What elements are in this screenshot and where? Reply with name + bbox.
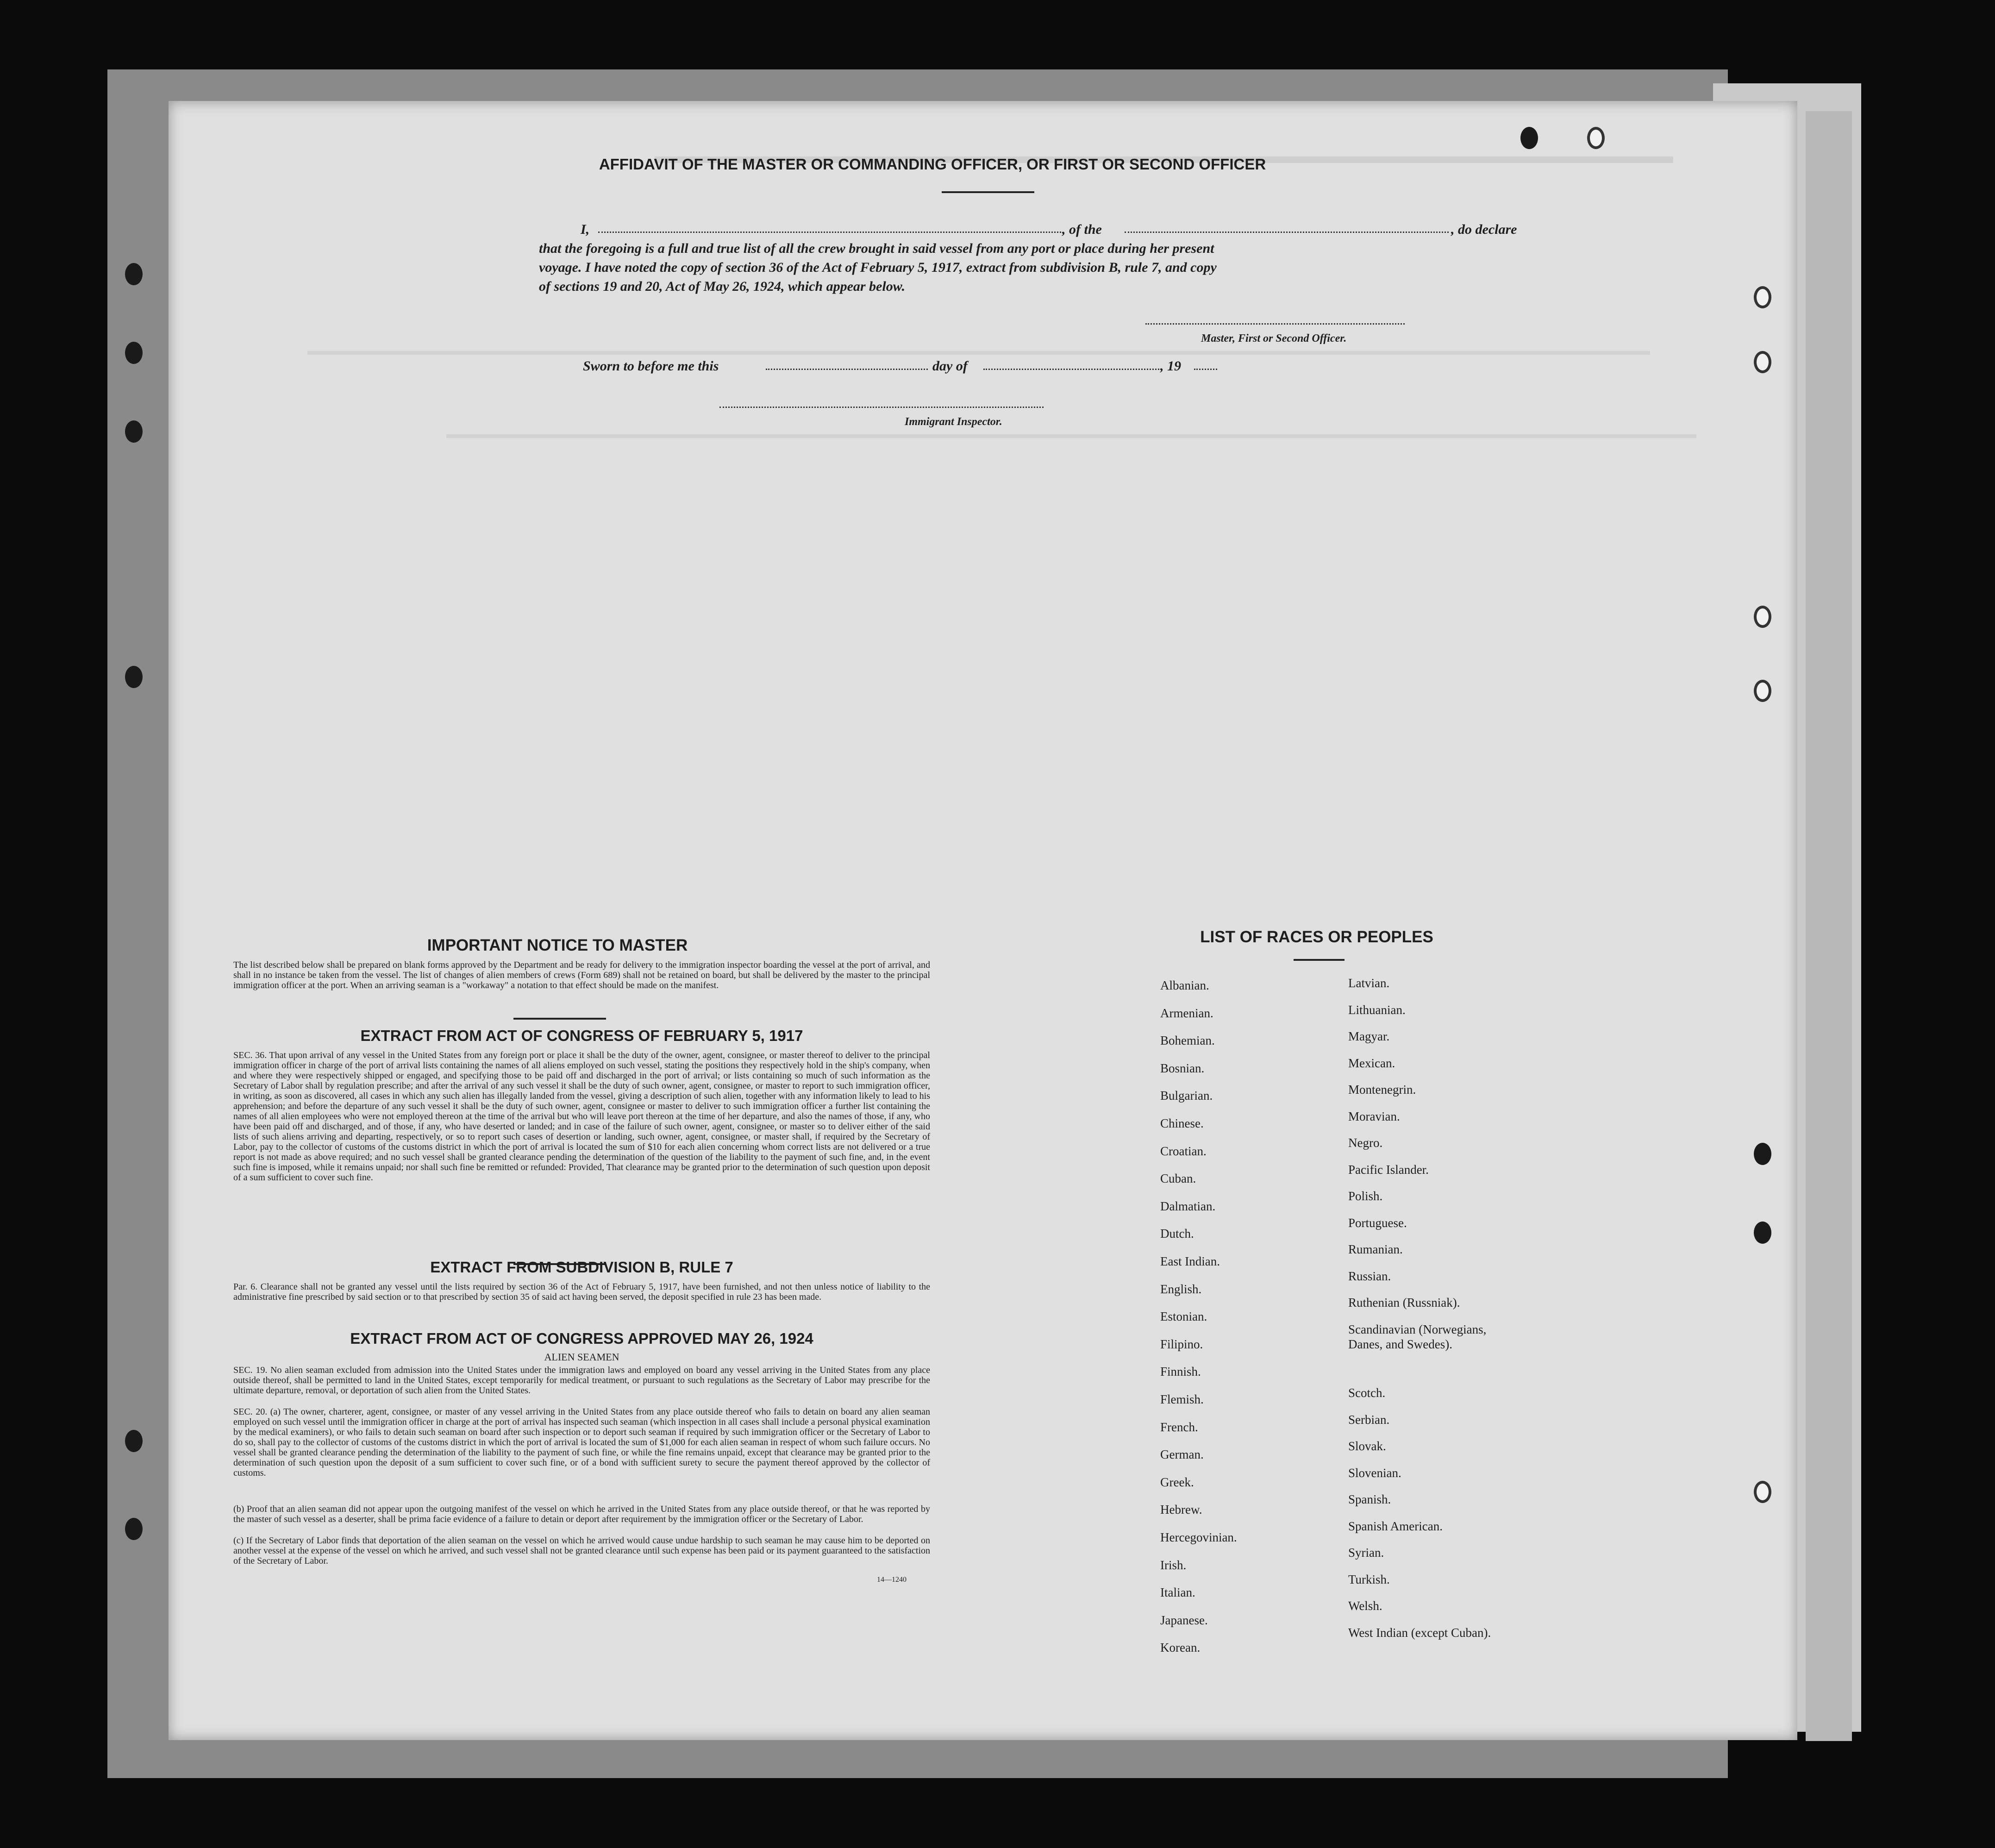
punch-hole — [1754, 606, 1771, 628]
race-item: Serbian. — [1348, 1413, 1390, 1427]
affidavit-title: AFFIDAVIT OF THE MASTER OR COMMANDING OFFICER, OR FIRST OR SECOND OFFICER — [599, 156, 1266, 173]
race-item: East Indian. — [1160, 1254, 1220, 1268]
race-item: Slovenian. — [1348, 1466, 1401, 1480]
year-line — [1194, 369, 1217, 370]
race-item: Korean. — [1160, 1641, 1201, 1654]
punch-hole — [1754, 351, 1771, 373]
race-item: Rumanian. — [1348, 1242, 1403, 1256]
race-item: Armenian. — [1160, 1006, 1213, 1020]
races-title: LIST OF RACES OR PEOPLES — [1200, 928, 1433, 946]
sec20c-text: (c) If the Secretary of Labor finds that deportation of the alien seaman on the vessel on which he arrived would cause undue hardship to such seaman he may cause him to be deported on another vessel at the expense of the vessel on which he arrived, and such vessel shall not be granted clearance until such expense has been paid or its payment guaranteed to the satisfaction of the Secretary of Labor. — [233, 1535, 930, 1566]
race-item: Latvian. — [1348, 976, 1390, 990]
affidavit-line2: that the foregoing is a full and true list of all the crew brought in said vessel from any port or place during her present — [539, 241, 1214, 256]
race-item: Slovak. — [1348, 1439, 1386, 1453]
race-item: Dutch. — [1160, 1227, 1194, 1240]
bleed-through-text — [446, 434, 1696, 438]
punch-hole — [1754, 680, 1771, 702]
race-item: Spanish. — [1348, 1492, 1391, 1506]
affidavit-line3: voyage. I have noted the copy of section 36 of the Act of February 5, 1917, extract from subdivision B, rule 7, and copy — [539, 260, 1217, 275]
race-item: French. — [1160, 1420, 1198, 1434]
race-item: Bulgarian. — [1160, 1089, 1213, 1103]
vessel-line — [1125, 232, 1449, 233]
race-item: Italian. — [1160, 1585, 1195, 1599]
punch-hole — [1754, 1143, 1771, 1165]
race-item: Bosnian. — [1160, 1061, 1205, 1075]
master-signature-line — [1145, 323, 1405, 325]
document-page — [169, 101, 1797, 1740]
extract-1917-body: SEC. 36. That upon arrival of any vessel in the United States from any foreign port or place it shall be the duty of the owner, agent, consignee, or master thereof to deliver to the principal immigration officer in charge of the port of arrival lists containing the names of all aliens employed on such vessel, stating the positions they respectively hold in the ship's company, when and where they were respectively shipped or engaged, and specifying those to be paid off and discharged in the port of arrival; or lists containing so much of such information as the Secretary of Labor shall by regulation prescribe; and after the arrival of any such vessel it shall be the duty of such owner, agent, consignee, or master to report to such immigration officer, in writing, as soon as discovered, all cases in which any such alien has illegally landed from the vessel, giving a description of such alien, together with any information likely to lead to his apprehension; and before the departure of any such vessel it shall be the duty of such owner, agent, consignee or master to deliver to such immigration officer a further list containing the names of all alien employees who were not employed thereon at the time of the arrival but who will leave port thereon at the time of her departure, and also the names of those, if any, who have been paid off and discharged, and of those, if any, who have deserted or landed; and in case of the failure of such owner, agent, consignee, or master so to deliver either of the said lists of such aliens arriving and departing, respectively, or so to report such cases of desertion or landing, such owner, agent, consignee, or master shall, if required by the Secretary of Labor, pay to the collector of customs of the customs district in which the port of arrival is located the sum of $10 for each alien concerning whom correct lists are not delivered or a true report is not made as above required; and no such vessel shall be granted clearance pending the determination of the question of the liability to the payment of such fine, and, in the event such fine is imposed, while it remains unpaid; nor shall such fine be remitted or refunded: Provided, That clearance may be granted prior to the determination of such question upon deposit of a sum sufficient to cover such fine. — [233, 1050, 930, 1183]
race-item: Danes, and Swedes). — [1348, 1337, 1452, 1351]
affidavit-of-the: , of the — [1062, 222, 1102, 237]
inspector-caption: Immigrant Inspector. — [905, 416, 1002, 428]
race-item: Montenegrin. — [1348, 1083, 1416, 1096]
race-item: Finnish. — [1160, 1365, 1201, 1378]
race-item: Portuguese. — [1348, 1216, 1407, 1230]
sec20b-text: (b) Proof that an alien seaman did not appear upon the outgoing manifest of the vessel on which he arrived in the United States from any place outside thereof, or that he was reported by the master of such vessel as a deserter, shall be prima facie evidence of a failure to detain or deport after requirement by the immigration officer or the Secretary of Labor. — [233, 1504, 930, 1524]
punch-hole — [125, 1430, 143, 1452]
form-number: 14—1240 — [877, 1576, 907, 1584]
section-rule — [513, 1018, 606, 1020]
punch-hole — [1587, 127, 1605, 149]
affidavit-line4: of sections 19 and 20, Act of May 26, 1924, which appear below. — [539, 279, 906, 294]
race-item: Scandinavian (Norwegians, — [1348, 1322, 1487, 1336]
race-item: Estonian. — [1160, 1309, 1207, 1323]
race-item: Japanese. — [1160, 1613, 1208, 1627]
race-item: Spanish American. — [1348, 1519, 1443, 1533]
race-item: Russian. — [1348, 1269, 1391, 1283]
alien-seamen-subtitle: ALIEN SEAMEN — [544, 1351, 619, 1363]
race-item: Albanian. — [1160, 978, 1209, 992]
race-item: Filipino. — [1160, 1337, 1203, 1351]
sworn-month-line — [983, 369, 1159, 370]
race-item: Scotch. — [1348, 1386, 1386, 1400]
affidavit-i: I, — [581, 222, 590, 237]
race-item: Magyar. — [1348, 1029, 1390, 1043]
under-page-edge — [1806, 111, 1852, 1741]
race-item: Flemish. — [1160, 1392, 1204, 1406]
race-item: Bohemian. — [1160, 1034, 1215, 1047]
race-item: Dalmatian. — [1160, 1199, 1216, 1213]
punch-hole — [1754, 286, 1771, 308]
race-item: Welsh. — [1348, 1599, 1382, 1613]
master-caption: Master, First or Second Officer. — [1201, 332, 1347, 345]
race-item: Pacific Islander. — [1348, 1163, 1429, 1177]
race-item: Mexican. — [1348, 1056, 1395, 1070]
notice-title: IMPORTANT NOTICE TO MASTER — [427, 936, 688, 954]
year-text: , 19 — [1160, 358, 1181, 374]
sec19-text: SEC. 19. No alien seaman excluded from admission into the United States under the immigration laws and employed on board any vessel arriving in the United States from any place outside thereof, shall be permitted to land in the United States, except temporarily for medical treatment, or pursuant to such regulations as the Secretary of Labor may prescribe for the ultimate departure, removal, or deportation of such alien from the United States. — [233, 1365, 930, 1396]
punch-hole — [1520, 127, 1538, 149]
sworn-text: Sworn to before me this — [583, 358, 719, 374]
race-item: Irish. — [1160, 1558, 1187, 1572]
race-item: Negro. — [1348, 1136, 1383, 1150]
day-of-text: day of — [932, 358, 968, 374]
notice-body: The list described below shall be prepared on blank forms approved by the Department and be ready for delivery to the immigration inspector boarding the vessel at the port of arrival, and shall in no instance be taken from the vessel. The list of changes of alien members of crews (Form 689) shall not be retained on board, but shall be delivered by the master to the principal immigration officer at the port. When an arriving seaman is a "workaway" a notation to that effect should be made on the manifest. — [233, 960, 930, 990]
punch-hole — [125, 263, 143, 285]
title-rule — [942, 191, 1034, 193]
punch-hole — [1754, 1481, 1771, 1503]
name-line — [598, 232, 1061, 233]
race-item: Croatian. — [1160, 1144, 1207, 1158]
race-item: Polish. — [1348, 1189, 1383, 1203]
sworn-day-line — [766, 369, 928, 370]
race-item: English. — [1160, 1282, 1202, 1296]
race-item: Lithuanian. — [1348, 1003, 1406, 1017]
race-item: West Indian (except Cuban). — [1348, 1626, 1491, 1640]
punch-hole — [125, 342, 143, 364]
punch-hole — [125, 666, 143, 688]
race-item: Hebrew. — [1160, 1503, 1202, 1516]
affidavit-do-declare: , do declare — [1451, 222, 1517, 237]
race-item: Hercegovinian. — [1160, 1530, 1237, 1544]
race-item: Ruthenian (Russniak). — [1348, 1296, 1460, 1309]
punch-hole — [125, 1518, 143, 1540]
punch-hole — [125, 420, 143, 443]
race-item: Greek. — [1160, 1475, 1194, 1489]
sec20a-text: SEC. 20. (a) The owner, charterer, agent, consignee, or master of any vessel arriving in the United States from any place outside thereof who fails to detain on board any alien seaman employed on such vessel until the immigration officer in charge at the port of arrival has inspected such seaman (which inspection in all cases shall include a personal physical examination by the medical examiners), or who fails to detain such seaman on board after such inspection or to deport such seaman if required by such immigration officer or the Secretary of Labor to do so, shall pay to the collector of customs of the customs district in which the port of arrival is located the sum of $1,000 for each alien seaman in respect of whom such failure occurs. No vessel shall be granted clearance pending the determination of the liability to the payment of such fine, or while the fine remains unpaid, except that clearance may be granted prior to the determination of such question upon the deposit of a sum sufficient to cover such fine, or of a bond with sufficient surety to secure the payment thereof approved by the collector of customs. — [233, 1407, 930, 1478]
extract-1924-title: EXTRACT FROM ACT OF CONGRESS APPROVED MAY 26, 1924 — [350, 1330, 813, 1347]
race-item: German. — [1160, 1447, 1204, 1461]
punch-hole — [1754, 1222, 1771, 1244]
rule7-title: EXTRACT FROM SUBDIVISION B, RULE 7 — [430, 1259, 733, 1276]
bleed-through-text — [307, 351, 1650, 355]
rule7-body: Par. 6. Clearance shall not be granted any vessel until the lists required by section 36 of the Act of February 5, 1917, have been furnished, and not then unless notice of liability to the administrative fine prescribed by said section or to that prescribed by section 35 of said act having been served, the deposit specified in rule 23 has been made. — [233, 1282, 930, 1302]
race-item: Moravian. — [1348, 1109, 1400, 1123]
race-item: Chinese. — [1160, 1116, 1204, 1130]
extract-1917-title: EXTRACT FROM ACT OF CONGRESS OF FEBRUARY 5, 1917 — [360, 1027, 803, 1044]
race-item: Syrian. — [1348, 1546, 1384, 1560]
races-rule — [1294, 959, 1345, 961]
race-item: Cuban. — [1160, 1171, 1196, 1185]
race-item: Turkish. — [1348, 1572, 1390, 1586]
inspector-signature-line — [719, 407, 1044, 408]
